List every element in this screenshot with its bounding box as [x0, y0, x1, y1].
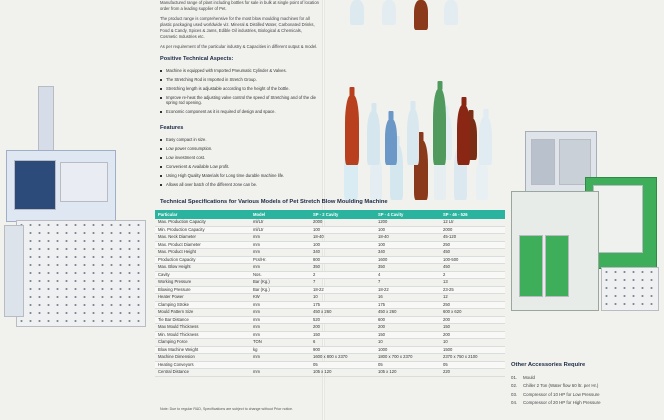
table-cell: 900	[310, 346, 375, 354]
item-number: 02.	[511, 383, 518, 389]
table-cell: 600	[375, 316, 440, 324]
table-cell: 1000	[375, 346, 440, 354]
amber-bottle	[345, 95, 359, 165]
table-cell: mm	[250, 264, 310, 272]
column-header: Particular	[155, 210, 250, 219]
table-cell: 18-40	[310, 234, 375, 242]
table-header-row	[155, 210, 505, 219]
column-header: SP - 4 Cavity	[375, 210, 440, 219]
spec-note: Note: Due to regular R&D, Specifications are subject to change without Prior notice.	[160, 407, 294, 411]
table-cell: 05	[375, 361, 440, 369]
table-cell: mm	[250, 309, 310, 317]
table-cell: TON	[250, 339, 310, 347]
list-item	[511, 374, 661, 382]
table-cell: Max. Product Height	[155, 249, 250, 257]
table-cell: 1600 x 800 x 2370	[310, 354, 375, 362]
table-cell: Clamping Force	[155, 339, 250, 347]
table-cell: 450 x 260	[375, 309, 440, 317]
table-cell: 175	[375, 301, 440, 309]
table-cell: 350	[310, 264, 375, 272]
table-cell: Working Pressure	[155, 279, 250, 287]
table-row	[155, 286, 505, 294]
table-cell: mm	[250, 316, 310, 324]
table-cell	[250, 361, 310, 369]
item-text: Chiller 2 Ton (Water flow 60 ltr. per Hr.)	[523, 383, 599, 389]
table-cell: 800	[310, 256, 375, 264]
item-text: Mould	[523, 375, 535, 380]
intro-paragraph-2: The product range is comprehensive for the most blow moulding machines for all plastic packaging used worldwide viz. Mineral & Distilled Water, Carbonated Drinks, Food & Candy, Spices & Jams, Edible Oil industries, Biological & Chemicals, Cosmetic Industries etc.	[160, 16, 315, 39]
bottle	[476, 160, 488, 200]
machine-perforated-base	[601, 267, 659, 311]
list-item: Stretching length is adjustable according to the height of the bottle.	[160, 86, 320, 91]
features-list	[160, 137, 320, 191]
table-row	[155, 316, 505, 324]
table-cell: Max. Product Diameter	[155, 241, 250, 249]
table-cell: mm	[250, 324, 310, 332]
list-item	[511, 391, 661, 399]
list-item: Machine is equipped with Imported Pneumatic Cylinder & Valves.	[160, 68, 320, 73]
table-cell: 10	[310, 294, 375, 302]
table-row	[155, 264, 505, 272]
item-text: Compressor of 10 HP for Low Pressure	[523, 391, 600, 397]
table-cell: 1200	[375, 219, 440, 226]
table-cell: Mould Pattern Size	[155, 309, 250, 317]
table-cell: 150	[440, 324, 505, 332]
item-number: 03.	[511, 391, 518, 397]
table-cell: 13	[440, 279, 505, 287]
table-cell: mm	[250, 369, 310, 377]
list-item: Low investment cost.	[160, 155, 320, 160]
table-cell: mm	[250, 234, 310, 242]
table-cell: Min. Mould Thickness	[155, 331, 250, 339]
table-cell: 2	[440, 271, 505, 279]
table-cell: 05	[310, 361, 375, 369]
item-text: Compressor of 20 HP for High Pressure	[523, 400, 601, 406]
table-cell: 18-40	[375, 234, 440, 242]
column-header: Model	[250, 210, 310, 219]
table-cell: Blow Machine Weight	[155, 346, 250, 354]
table-cell: mm	[250, 331, 310, 339]
table-cell: Central Distance	[155, 369, 250, 377]
table-cell: Tie Bar Distance	[155, 316, 250, 324]
table-cell: 450	[440, 249, 505, 257]
table-cell: 200	[440, 331, 505, 339]
table-row	[155, 301, 505, 309]
table-cell: 2000	[310, 219, 375, 226]
table-cell: 2000	[440, 226, 505, 234]
table-cell: 100	[310, 241, 375, 249]
table-cell: Max. Neck Diameter	[155, 234, 250, 242]
table-cell: 200	[310, 324, 375, 332]
blow-moulding-machine-right-image	[505, 125, 664, 350]
table-row	[155, 241, 505, 249]
table-cell: Heating Conveyors	[155, 361, 250, 369]
table-row	[155, 279, 505, 287]
column-header: SP - 46 - 526	[440, 210, 505, 219]
spec-table-body	[155, 219, 505, 376]
list-item: Easy compact in size.	[160, 137, 320, 142]
table-cell: 12 Ltr	[440, 219, 505, 226]
amber-bottle	[457, 105, 470, 165]
table-cell: Max. Blow Height	[155, 264, 250, 272]
table-cell: 2370 x 750 x 2100	[440, 354, 505, 362]
table-cell: Max. Production Capacity	[155, 219, 250, 226]
table-cell: Bar (Kg.)	[250, 286, 310, 294]
table-cell: 150	[375, 331, 440, 339]
table-row	[155, 346, 505, 354]
machine-side-panel	[4, 225, 24, 317]
table-row	[155, 324, 505, 332]
table-cell: Machine Dimension	[155, 354, 250, 362]
table-cell: 7	[310, 279, 375, 287]
item-number: 01.	[511, 375, 518, 380]
machine-window	[531, 139, 555, 185]
table-cell: 05	[440, 361, 505, 369]
table-cell: 105 x 120	[310, 369, 375, 377]
table-cell: 6	[310, 339, 375, 347]
blue-bottle	[385, 119, 397, 165]
column-header: SP - 2 Cavity	[310, 210, 375, 219]
table-cell: 340	[375, 249, 440, 257]
list-item: Allows all over batch of the different zone can be.	[160, 182, 320, 187]
table-cell: ml/Ltr	[250, 219, 310, 226]
bottle	[367, 111, 380, 165]
table-cell: 10	[440, 339, 505, 347]
table-cell: Min. Production Capacity	[155, 226, 250, 234]
table-row	[155, 271, 505, 279]
features-heading: Features	[160, 125, 184, 131]
table-cell: 520	[310, 316, 375, 324]
table-cell: 100	[375, 226, 440, 234]
bottle	[350, 0, 364, 25]
table-cell: Cavity	[155, 271, 250, 279]
green-bottle	[433, 89, 446, 165]
table-cell: 220	[440, 369, 505, 377]
table-cell: mm	[250, 354, 310, 362]
accessories-list	[511, 374, 661, 408]
table-cell: 1500	[440, 346, 505, 354]
table-cell: 7	[375, 279, 440, 287]
table-cell: 200	[375, 324, 440, 332]
table-cell: mm	[250, 241, 310, 249]
table-cell: KW	[250, 294, 310, 302]
table-cell: Pcs/Hr.	[250, 256, 310, 264]
table-cell: 340	[310, 249, 375, 257]
table-cell: 12	[440, 294, 505, 302]
table-row	[155, 249, 505, 257]
table-row	[155, 354, 505, 362]
bottles-top-row	[330, 0, 500, 80]
machine-perforated-base	[16, 220, 146, 327]
table-row	[155, 369, 505, 377]
item-number: 04.	[511, 400, 518, 406]
table-cell: 45-120	[440, 234, 505, 242]
table-cell: 4	[375, 271, 440, 279]
list-item: Improve re-heat the adjusting valve control the speed of Stretching and of the die spring rod opening.	[160, 95, 320, 105]
bottle	[407, 109, 419, 165]
table-cell: 1800 x 700 x 2370	[375, 354, 440, 362]
table-cell: Bar (Kg.)	[250, 279, 310, 287]
table-cell: 450	[440, 264, 505, 272]
table-cell: 105 x 120	[375, 369, 440, 377]
spec-table-title: Technical Specifications for Various Models of Pet Stretch Blow Moulding Machine	[160, 199, 388, 205]
table-cell: 18-22	[310, 286, 375, 294]
table-cell: 200	[440, 316, 505, 324]
table-cell: 1600	[375, 256, 440, 264]
table-row	[155, 294, 505, 302]
machine-door	[593, 185, 643, 253]
bottle	[479, 117, 492, 165]
intro-text	[160, 0, 320, 54]
list-item: Convenient & Available Low profit.	[160, 164, 320, 169]
table-row	[155, 256, 505, 264]
table-cell: mm	[250, 301, 310, 309]
spec-table	[155, 210, 505, 377]
table-cell: 175	[310, 301, 375, 309]
list-item: The Stretching Rod is Imported in Stretch Group.	[160, 77, 320, 82]
table-row	[155, 309, 505, 317]
machine-panel	[60, 162, 108, 202]
list-item: Economic component as it is required of design and space.	[160, 109, 320, 114]
positive-aspects-heading: Positive Technical Aspects:	[160, 56, 234, 62]
table-row	[155, 339, 505, 347]
table-row	[155, 361, 505, 369]
accessories-title: Other Accessories Require	[511, 362, 586, 368]
table-cell: 2	[310, 271, 375, 279]
table-row	[155, 226, 505, 234]
table-cell: 350	[375, 264, 440, 272]
table-cell: Max Mould Thickness	[155, 324, 250, 332]
table-cell: 18-22	[375, 286, 440, 294]
blow-moulding-machine-left-image	[0, 80, 155, 330]
table-cell: 10	[375, 339, 440, 347]
table-cell: Production Capacity	[155, 256, 250, 264]
bottle	[382, 0, 396, 25]
table-cell: Clamping Stroke	[155, 301, 250, 309]
table-cell: 100	[310, 226, 375, 234]
table-row	[155, 219, 505, 226]
table-cell: 250	[440, 301, 505, 309]
table-cell: 450 x 260	[310, 309, 375, 317]
list-item	[511, 399, 661, 407]
list-item	[511, 382, 661, 390]
table-cell: Blowing Pressure	[155, 286, 250, 294]
table-cell: 23-25	[440, 286, 505, 294]
list-item: Using High Quality Materials for Long time durable machine life.	[160, 173, 320, 178]
machine-green-panel	[545, 235, 569, 297]
intro-paragraph-1: Manufactured range of plant including bottles for sale in bulk at single point of location order from a leading supplier of Pet.	[160, 0, 319, 11]
table-cell: kg	[250, 346, 310, 354]
bottle	[444, 0, 458, 25]
table-cell: ml/Ltr	[250, 226, 310, 234]
table-cell: 16	[375, 294, 440, 302]
table-cell: 600 x 620	[440, 309, 505, 317]
table-row	[155, 234, 505, 242]
machine-window	[14, 160, 56, 210]
table-cell: Heater Power	[155, 294, 250, 302]
table-cell: 150	[310, 331, 375, 339]
table-cell: 100-500	[440, 256, 505, 264]
table-cell: 100	[375, 241, 440, 249]
table-row	[155, 331, 505, 339]
table-cell: 250	[440, 241, 505, 249]
list-item: Low power consumption.	[160, 146, 320, 151]
positive-aspects-list	[160, 68, 320, 118]
table-cell: Nos.	[250, 271, 310, 279]
table-cell: mm	[250, 249, 310, 257]
intro-paragraph-3: As per requirement of the particular industry & Capacities in different output & model.	[160, 44, 318, 49]
amber-bottle	[414, 0, 428, 30]
machine-green-panel	[519, 235, 543, 297]
